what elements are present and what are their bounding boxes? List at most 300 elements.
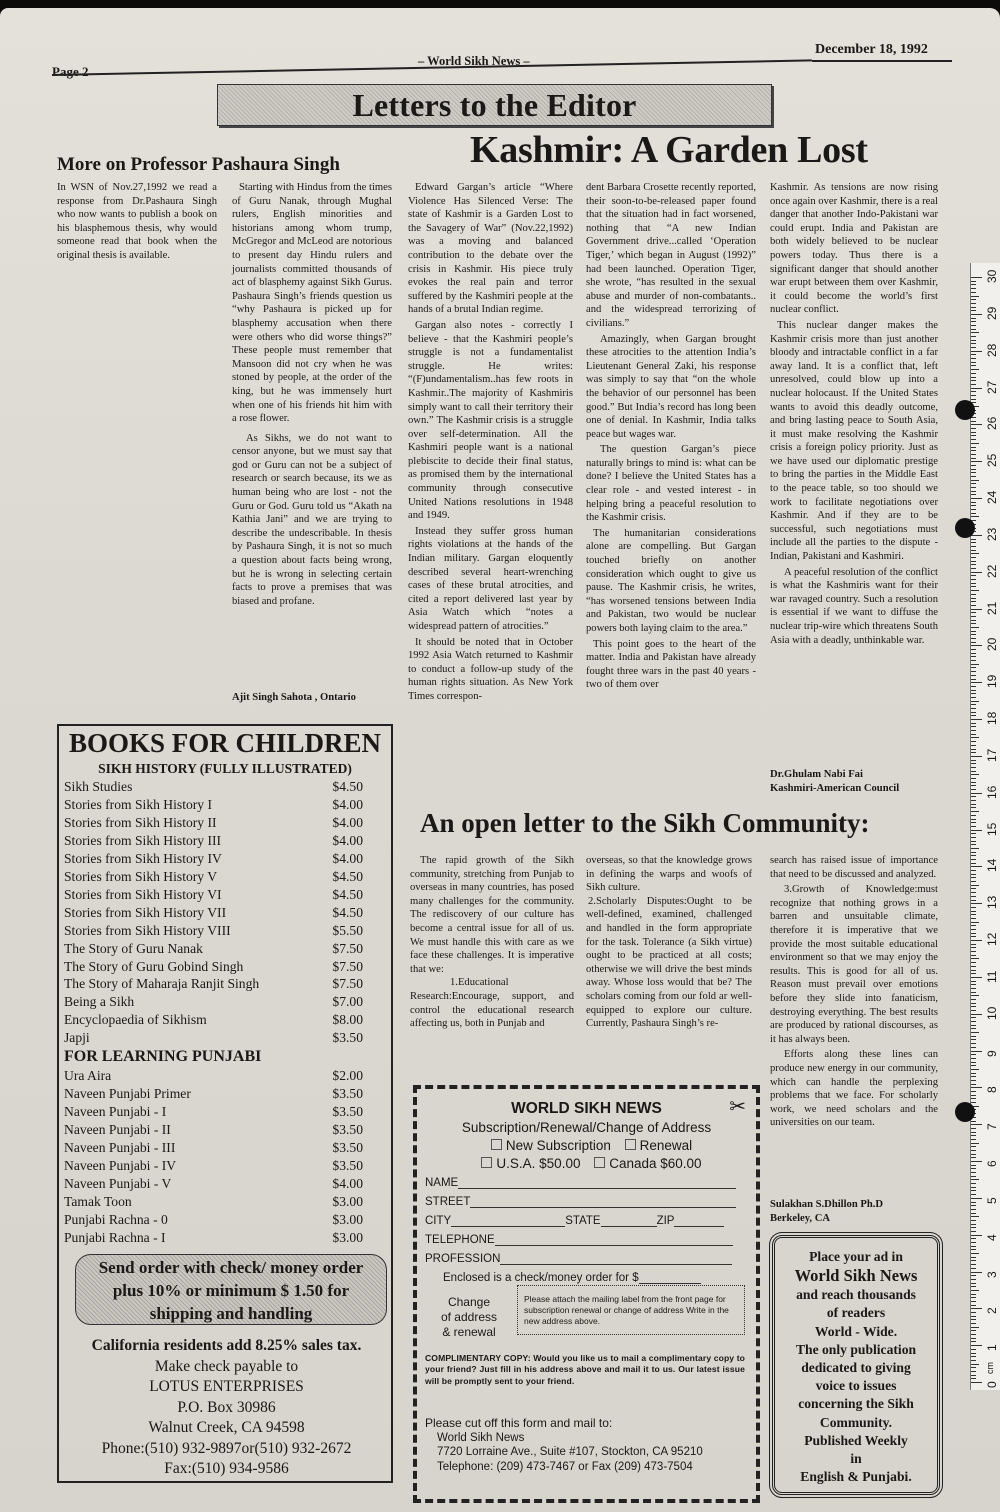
phone: Phone:(510) 932-9897or(510) 932-2672: [101, 1439, 352, 1457]
ruler-tick: [971, 1139, 976, 1140]
zip-line[interactable]: [674, 1215, 724, 1227]
book-title: The Story of Guru Nanak: [64, 940, 203, 956]
box-border: [57, 1249, 59, 1482]
book-item: [59, 778, 391, 796]
usa-checkbox[interactable]: [481, 1157, 492, 1168]
ruler-tick: [971, 557, 976, 558]
books-ad-box: [57, 724, 393, 1251]
ruler-tick: [971, 848, 979, 849]
book-price: $4.00: [332, 832, 363, 848]
ruler-tick: [971, 465, 976, 466]
header-rule-right: [812, 60, 952, 62]
ruler-number: 19: [985, 674, 999, 689]
book-title: Stories from Sikh History II: [64, 814, 217, 830]
book-price: $3.00: [332, 1211, 363, 1227]
ruler-tick: [971, 432, 976, 433]
ruler-tick: [971, 844, 976, 845]
book-title: Stories from Sikh History VI: [64, 886, 222, 902]
ruler-tick: [971, 675, 976, 676]
ruler-tick: [971, 863, 976, 864]
ruler-tick: [971, 866, 982, 867]
letter2-column-1: [408, 181, 573, 704]
ruler-number: 22: [985, 564, 999, 578]
book-title: Stories from Sikh History I: [64, 796, 213, 812]
ruler-tick: [971, 391, 976, 392]
ruler-tick: [971, 572, 982, 573]
book-price: $3.50: [332, 1122, 363, 1138]
ruler-tick: [971, 925, 976, 926]
ruler-tick: [971, 892, 976, 893]
ruler-tick: [971, 723, 976, 724]
street-field[interactable]: [425, 1196, 736, 1208]
ruler-number: 4: [985, 1233, 999, 1241]
book-price: $7.50: [332, 958, 363, 974]
open-letter-column-1: [410, 854, 574, 1031]
ruler-tick: [971, 377, 976, 378]
ruler-tick: [971, 885, 979, 886]
ruler-tick: [971, 1014, 982, 1015]
canada-label: Canada $60.00: [609, 1156, 702, 1171]
ruler-tick: [971, 1319, 976, 1320]
ruler-tick: [971, 782, 976, 783]
subscription-options: [417, 1138, 756, 1153]
book-item: [59, 958, 391, 976]
ruler-tick: [971, 509, 976, 510]
book-price: $4.00: [332, 814, 363, 830]
ruler-tick: [971, 679, 976, 680]
ruler-tick: [971, 999, 976, 1000]
ruler-tick: [971, 726, 976, 727]
ruler-tick: [971, 568, 976, 569]
tax-note: California residents add 8.25% sales tax.: [91, 1337, 362, 1354]
shipping-line: Send order with check/ money order: [98, 1258, 364, 1277]
ruler-tick: [971, 284, 976, 285]
ruler-tick: [971, 634, 976, 635]
ruler-number: 15: [985, 822, 999, 836]
ruler-tick: [971, 715, 976, 716]
book-item: [59, 1139, 391, 1157]
ruler-tick: [971, 988, 976, 989]
ruler-tick: [971, 472, 976, 473]
paragraph: As Sikhs, we do not want to censor anyone, but we must say that god or Guru can not be a subject of research or search because, its we as human being who are lost - not the Guru or God. Guru told us “Akath na Kathia Jani” and we are trying to describe the undescribable. In thesis by Pashaura Singh, it is not so much a question about facts being wrong, but he is wrong in selecting certain facts to prove a premises that was biased and profane.: [232, 432, 392, 607]
book-price: $7.50: [332, 940, 363, 956]
ruler-tick: [971, 970, 976, 971]
ruler-tick: [971, 712, 976, 713]
binder-hole: [955, 518, 975, 538]
book-title: Stories from Sikh History IV: [64, 850, 222, 866]
ruler-tick: [971, 564, 976, 565]
ruler-tick: [971, 1353, 976, 1354]
ruler-tick: [971, 388, 982, 389]
ruler-tick: [971, 962, 976, 963]
letter2-headline: Kashmir: A Garden Lost: [470, 129, 868, 171]
binder-hole: [955, 400, 975, 420]
ruler-tick: [971, 955, 976, 956]
amount-field[interactable]: [443, 1272, 701, 1284]
ruler-tick: [971, 491, 976, 492]
ruler-tick: [971, 1065, 976, 1066]
ruler-number: 8: [985, 1086, 999, 1094]
ruler-tick: [971, 981, 976, 982]
ruler-tick: [971, 447, 976, 448]
ruler-tick: [971, 881, 976, 882]
ad-line: The only publication: [795, 1341, 917, 1357]
payable-to: Make check payable to: [154, 1357, 299, 1375]
book-price: $8.00: [332, 1012, 363, 1028]
ruler-tick: [971, 1275, 976, 1276]
ruler-tick: [971, 1360, 976, 1361]
ruler-tick: [971, 796, 976, 797]
ruler-tick: [971, 1330, 976, 1331]
telephone-line[interactable]: [495, 1234, 733, 1246]
ruler-tick: [971, 804, 976, 805]
signature-name: Dr.Ghulam Nabi Fai: [770, 769, 863, 780]
ad-line: voice to issues: [815, 1378, 897, 1394]
book-price: $2.00: [332, 1068, 363, 1084]
ruler-tick: [971, 929, 976, 930]
ruler-tick: [971, 605, 976, 606]
paragraph: Kashmir. As tensions are now rising once again over Kashmir, there is a real danger that another Indo-Pakistani war could erupt. India and Pakistan are both widely believed to be nuclear powers today. Thus there is a significant danger that should another war erupt between them over Kashmir, it could become the world’s first nuclear conflict.: [770, 182, 938, 316]
change-line: & renewal: [442, 1325, 496, 1339]
paragraph: 2.Scholarly Disputes:Ought to be well-defined, examined, challenged and handled in the form appropriate for the task. Tolerance (a Sikh virtue) ought to be practiced at all costs; otherwise we will drive the best minds away. Whose loss would that be? The scholars coming from our fold ar well-equipped to explore our culture. Currently, Pashaura Singh’s re-: [586, 895, 752, 1030]
book-item: [59, 922, 391, 940]
ruler-tick: [971, 1297, 976, 1298]
ruler-tick: [971, 785, 976, 786]
state-line[interactable]: [601, 1215, 657, 1227]
ruler-tick: [971, 1216, 979, 1217]
ruler-tick: [971, 1062, 976, 1063]
name-line[interactable]: [458, 1177, 736, 1189]
book-price: $3.50: [332, 1140, 363, 1156]
ruler-tick: [971, 841, 976, 842]
ruler-tick: [971, 384, 976, 385]
book-title: Ura Aira: [64, 1068, 112, 1084]
ruler-tick: [971, 1187, 976, 1188]
telephone-label: TELEPHONE: [425, 1234, 495, 1246]
region-options: [417, 1156, 756, 1171]
ruler-tick: [971, 778, 976, 779]
shipping-line: plus 10% or minimum $ 1.50 for: [112, 1281, 350, 1300]
ruler-tick: [971, 1290, 979, 1291]
ruler-tick: [971, 933, 976, 934]
ruler-tick: [971, 535, 982, 536]
letter2-signature: [770, 768, 899, 796]
book-item: [59, 1229, 391, 1247]
book-item: [59, 904, 391, 922]
ruler-tick: [971, 951, 976, 952]
ruler-tick: [971, 693, 976, 694]
ad-line: Published Weekly: [804, 1432, 908, 1448]
ruler-tick: [971, 505, 976, 506]
signature-place: Berkeley, CA: [770, 1213, 831, 1224]
book-title: Naveen Punjabi Primer: [64, 1086, 191, 1102]
book-title: Stories from Sikh History VIII: [64, 922, 231, 938]
ruler-tick: [971, 1087, 982, 1088]
change-of-address-label: [427, 1295, 511, 1340]
city-label: CITY: [425, 1215, 452, 1227]
mailing-label-area: Please attach the mailing label from the front page for subscription renewal or change of address Write in the new address above.: [517, 1285, 745, 1335]
ruler-tick: [971, 631, 976, 632]
ruler-tick: [971, 620, 976, 621]
ruler-tick: [971, 395, 976, 396]
form-title: WORLD SIKH NEWS: [511, 1100, 662, 1117]
zip-label: ZIP: [656, 1215, 675, 1227]
ruler-tick: [971, 421, 976, 422]
ad-line: dedicated to giving: [801, 1360, 911, 1376]
ruler-tick: [971, 579, 976, 580]
ruler-tick: [971, 329, 976, 330]
ruler-tick: [971, 546, 976, 547]
name-field[interactable]: [425, 1177, 736, 1189]
ruler-tick: [971, 616, 976, 617]
ruler-tick: [971, 1227, 976, 1228]
ruler-tick: [971, 1202, 976, 1203]
ruler-number: 16: [985, 785, 999, 799]
books-title: BOOKS FOR CHILDREN: [68, 728, 382, 758]
ruler-tick: [971, 1032, 979, 1033]
ruler-tick: [971, 480, 979, 481]
letter1-column-2: [232, 181, 392, 608]
ruler-tick: [971, 332, 979, 333]
book-price: $4.50: [332, 886, 363, 902]
ad-line: and reach thousands: [796, 1287, 916, 1303]
book-title: Punjabi Rachna - 0: [64, 1211, 168, 1227]
ruler-tick: [971, 682, 982, 683]
book-price: $3.50: [332, 1086, 363, 1102]
city-line[interactable]: [451, 1215, 565, 1227]
ruler-tick: [971, 1257, 976, 1258]
ruler-tick: [971, 428, 976, 429]
ruler-tick: [971, 1323, 976, 1324]
ruler-tick: [971, 476, 976, 477]
books-section-punjabi: FOR LEARNING PUNJABI: [64, 1048, 262, 1066]
ruler-tick: [971, 1021, 976, 1022]
book-price: $7.00: [332, 994, 363, 1010]
ruler-tick: [971, 1076, 976, 1077]
paragraph: This nuclear danger makes the Kashmir crisis more than just another bloody and intractable conflict in a far away land. It is a conflict that, left unresolved, could blow up into a nuclear holocaust. If the United States wants to avoid this deadly outcome, and bring lasting peace to South Asia, it must make resolving the Kashmir crisis a foreign policy priority. Just as we have used our diplomatic prestige to bring the parties in the Middle East to the peace table, so too should we work to facilitate negotiations over Kashmir. And if they are to be successful, such negotiations must include all the parties to the dispute - Indian, Pakistani and Kashmiri.: [770, 319, 938, 563]
ruler-tick: [971, 483, 976, 484]
ruler-tick: [971, 708, 976, 709]
paragraph: search has raised issue of importance that need to be discussed and analyzed.: [770, 855, 938, 880]
ruler-number: 30: [985, 269, 999, 284]
ruler-tick: [971, 1124, 982, 1125]
ruler-tick: [971, 553, 979, 554]
ruler-tick: [971, 1194, 976, 1195]
mail-to-block: [425, 1416, 703, 1474]
ruler-tick: [971, 336, 976, 337]
ruler-tick: [971, 944, 976, 945]
ruler-tick: [971, 1301, 976, 1302]
ruler-tick: [971, 1238, 976, 1239]
ruler-tick: [971, 870, 976, 871]
new-subscription-label: New Subscription: [505, 1138, 611, 1153]
ruler-tick: [971, 1224, 976, 1225]
ruler-tick: [971, 1272, 982, 1273]
book-title: Punjabi Rachna - I: [64, 1229, 166, 1245]
street-line[interactable]: [470, 1196, 736, 1208]
ruler-tick: [971, 1213, 976, 1214]
book-price: $3.00: [332, 1193, 363, 1209]
ruler-tick: [971, 1069, 979, 1070]
book-price: $3.50: [332, 1158, 363, 1174]
book-item: [59, 1085, 391, 1103]
ruler-tick: [971, 1198, 982, 1199]
ruler-tick: [971, 907, 976, 908]
ruler-tick: [971, 877, 976, 878]
book-item: [59, 1175, 391, 1193]
ruler-tick: [971, 627, 979, 628]
ruler-number: 10: [985, 1006, 999, 1020]
canada-checkbox[interactable]: [594, 1157, 605, 1168]
ruler-tick: [971, 667, 976, 668]
ruler-tick: [971, 653, 976, 654]
book-title: Naveen Punjabi - III: [64, 1140, 176, 1156]
city: Walnut Creek, CA 94598: [148, 1419, 305, 1436]
ruler-tick: [971, 793, 982, 794]
book-title: Sikh Studies: [64, 779, 133, 794]
subscription-form: [413, 1085, 760, 1503]
ruler-tick: [971, 822, 976, 823]
ruler-tick: [971, 789, 976, 790]
paragraph: Amazingly, when Gargan brought these atrocities to the attention India’s Lieutenant General Zaki, his response was simply to say that “on the whole the behavior of our personnel has been good.” But India’s record has long been one of denial. In Kashmir, India talks peace but wages war.: [586, 333, 756, 440]
ruler-tick: [971, 277, 982, 278]
complimentary-copy-note: COMPLIMENTARY COPY: Would you like us to mail a complimentary copy to your friend? Just fill in his address above and mail it to us. Our latest issue will be promptly sent to your friend.: [425, 1353, 745, 1386]
ruler-tick: [971, 734, 976, 735]
book-price: $4.00: [332, 796, 363, 812]
paragraph: Efforts along these lines can produce new energy in our community, which can handle the perplexing problems that we face. For scholarly work, we need scholars and the universities on our team.: [770, 1049, 938, 1129]
book-price: $5.50: [332, 922, 363, 938]
paragraph: In WSN of Nov.27,1992 we read a response from Dr.Pashaura Singh who now wants to publish a book on his blasphemous thesis, why would someone read that book when the original thesis is available.: [57, 182, 217, 261]
ruler-tick: [971, 1327, 979, 1328]
ruler-tick: [971, 299, 976, 300]
ruler-tick: [971, 594, 976, 595]
binder-hole: [955, 1102, 975, 1122]
ruler-tick: [971, 1098, 976, 1099]
paragraph: dent Barbara Crosette recently reported, their soon-to-be-released paper found that the situation had in fact worsened, nothing that “A new Indian Government drive...called ‘Operation Tiger,’ which began in August (1992)” had been launched. Operation Tiger, she wrote, “has resulted in the sexual abuse and murder of non-combatants.. and the widespread terrorizing of civilians.”: [586, 182, 756, 329]
ruler-number: 17: [985, 748, 999, 762]
ruler-tick: [971, 1367, 976, 1368]
profession-field[interactable]: [425, 1253, 732, 1265]
book-item: [59, 796, 391, 814]
book-title: Naveen Punjabi - V: [64, 1176, 172, 1192]
ruler-tick: [971, 1349, 976, 1350]
ruler-tick: [971, 1371, 976, 1372]
shipping-line: shipping and handling: [149, 1304, 313, 1323]
book-title: Stories from Sikh History VII: [64, 904, 227, 920]
ruler-tick: [971, 1183, 976, 1184]
ad-line: Community.: [819, 1414, 893, 1430]
book-item: [59, 1029, 391, 1047]
ruler-number: 27: [985, 380, 999, 394]
ad-line: in: [850, 1451, 862, 1467]
ruler-tick: [971, 1253, 979, 1254]
ruler-tick: [971, 303, 976, 304]
ruler-tick: [971, 649, 976, 650]
ruler-tick: [971, 811, 979, 812]
ruler-tick: [971, 1205, 976, 1206]
ruler-tick: [971, 343, 976, 344]
ruler-tick: [971, 469, 976, 470]
new-subscription-checkbox[interactable]: [491, 1139, 502, 1150]
ruler-tick: [971, 760, 976, 761]
ruler-tick: [971, 450, 976, 451]
ruler-tick: [971, 1242, 976, 1243]
book-item: [59, 1157, 391, 1175]
ruler-number: 20: [985, 638, 999, 652]
ruler-tick: [971, 947, 976, 948]
ruler-tick: [971, 369, 979, 370]
city-field[interactable]: [425, 1215, 724, 1227]
issue-date: December 18, 1992: [815, 42, 928, 57]
book-title: The Story of Guru Gobind Singh: [64, 958, 244, 974]
ruler-tick: [971, 1132, 976, 1133]
amount-line[interactable]: [639, 1272, 701, 1284]
paragraph: This point goes to the heart of the matter. India and Pakistan have already fought three wars in the past 40 years - two of them over: [586, 638, 756, 691]
ruler-tick: [971, 914, 976, 915]
paragraph: 3.Growth of Knowledge:must recognize that nothing grows in a barren and unsuitable climate, therefore it is imperative that we provide the most suitable educational environment so that we may enjoy the results. This is good for all of us. Reason must prevail over emotions before they slide into fanaticism, destroying everything. The best results are produced by rational discourses, as it has always been.: [770, 884, 938, 1045]
paragraph: Edward Gargan’s article “Where Violence Has Silenced Verse: The state of Kashmir is a Garden Lost to the Savagery of War” (Nov.22,1992) was a moving and balanced contribution to the debate over the crisis in Kashmir. His piece truly evokes the real pain and terror suffered by the Kashmiri people at the hands of a brutal Indian regime.: [408, 182, 573, 316]
ruler-number: 12: [985, 932, 999, 947]
profession-line[interactable]: [500, 1253, 732, 1265]
paragraph: It should be noted that in October 1992 Asia Watch returned to Kashmir to conduct a follow-up study of the human rights situation. As New York Times correspon-: [408, 636, 573, 702]
ruler-tick: [971, 623, 976, 624]
ruler-tick: [971, 435, 976, 436]
ruler-tick: [971, 1047, 976, 1048]
ruler-tick: [971, 719, 982, 720]
ruler-tick: [971, 1341, 976, 1342]
ruler-number: 7: [985, 1123, 999, 1131]
ruler-number: 29: [985, 306, 999, 320]
ruler-tick: [971, 380, 976, 381]
ruler-tick: [971, 1172, 976, 1173]
ruler-tick: [971, 660, 976, 661]
ruler-tick: [971, 701, 979, 702]
box-border: [57, 1481, 393, 1483]
company-name: LOTUS ENTERPRISES: [149, 1378, 304, 1395]
renewal-label: Renewal: [639, 1138, 693, 1153]
paragraph: Starting with Hindus from the times of Guru Nanak, through Mughal rulers, English minorities and historians among whom trump, McGregor and McLeod are notorious to present day Hindu rulers and journalists committed thousands of act of blasphemy against Sikh Gurus. Pashaura Singh’s friends question us “why Pashaura is picked up for blasphemy accusation when there were others who did worse things?” These people must remember that Mansoon did not cry when he was stoned by people, at the order of the king, but he was immensely hurt when one of his friends hit him with a rose flower.: [232, 182, 392, 425]
ruler-tick: [971, 977, 982, 978]
book-title: Stories from Sikh History V: [64, 868, 218, 884]
letter2-column-3: [770, 181, 938, 647]
ruler-tick: [971, 730, 976, 731]
ruler-tick: [971, 487, 976, 488]
ruler-tick: [971, 340, 976, 341]
ruler-tick: [971, 321, 976, 322]
ruler-tick: [971, 686, 976, 687]
ruler-number: 9: [985, 1049, 999, 1057]
ruler-tick: [971, 771, 976, 772]
book-item: [59, 940, 391, 958]
telephone-field[interactable]: [425, 1234, 733, 1246]
book-item: [59, 1103, 391, 1121]
book-price: $4.50: [332, 868, 363, 884]
ruler-tick: [971, 1382, 982, 1383]
renewal-checkbox[interactable]: [625, 1139, 636, 1150]
books-list-sikh-history: [59, 778, 391, 1047]
open-letter-signature: [770, 1198, 883, 1226]
ruler-tick: [971, 1039, 976, 1040]
ruler-tick: [971, 1010, 976, 1011]
ruler-tick: [971, 1312, 976, 1313]
ruler-tick: [971, 1190, 976, 1191]
ruler-tick: [971, 583, 976, 584]
ruler-tick: [971, 1084, 976, 1085]
ruler-tick: [971, 354, 976, 355]
paragraph: The humanitarian considerations alone are compelling. But Gargan touched briefly on another consideration which ought to give us pause. The Kashmir crisis, he writes, “has worsened tensions between India and Pakistan, two would be nuclear powers both laying claim to the area.”: [586, 527, 756, 634]
ruler-tick: [971, 911, 976, 912]
ruler-tick: [971, 1146, 976, 1147]
